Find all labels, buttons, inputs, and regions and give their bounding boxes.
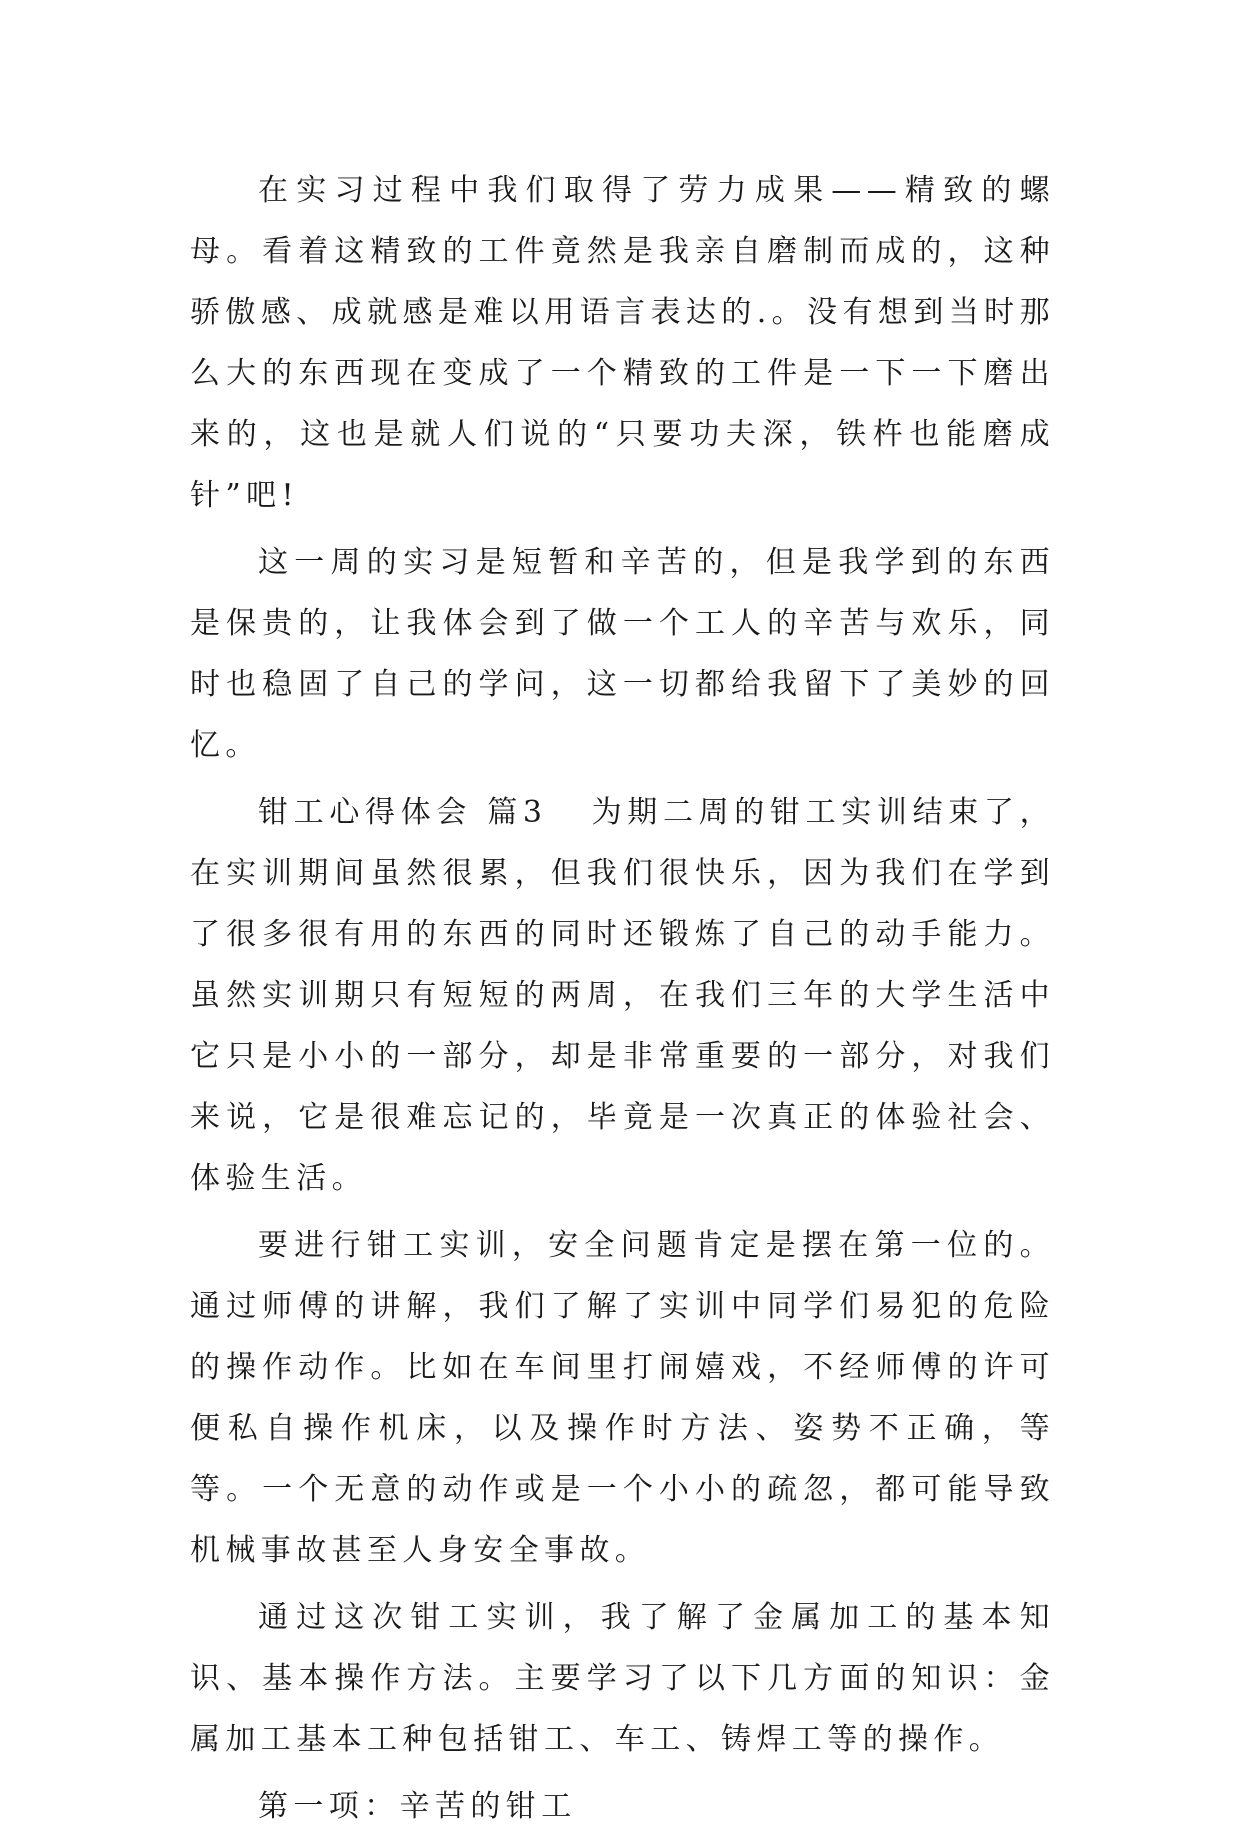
paragraph-first-item: 第一项：辛苦的钳工 [258,1789,577,1824]
paragraph-week-summary: 这一周的实习是短暂和辛苦的，但是我学到的东西是保贵的，让我体会到了做一个工人的辛苦与欢乐，同时也稳固了自己的学问，这一切都给我留下了美妙的回忆。 [190,545,1055,763]
paragraph-safety: 要进行钳工实训，安全问题肯定是摆在第一位的。通过师傅的讲解，我们了解了实训中同学们易犯的危险的操作动作。比如在车间里打闹嬉戏，不经师傅的许可便私自操作机床，以及操作时方法、姿势不正确，等等。一个无意的动作或是一个小小的疏忽，都可能导致机械事故甚至人身安全事故。 [190,1228,1055,1568]
section-heading: 钳工心得体会 篇3 [258,795,548,830]
document-body [190,160,1055,1837]
paragraph-knowledge: 通过这次钳工实训，我了解了金属加工的基本知识、基本操作方法。主要学习了以下几方面的知识：金属加工基本工种包括钳工、车工、铸焊工等的操作。 [190,1600,1055,1757]
paragraph-nut-result: 在实习过程中我们取得了劳力成果——精致的螺母。看着这精致的工件竟然是我亲自磨制而成的，这种骄傲感、成就感是难以用语言表达的.。没有想到当时那么大的东西现在变成了一个精致的工件是一下一下磨出来的，这也是就人们说的“只要功夫深，铁杵也能磨成针”吧! [190,173,1055,513]
paragraph-section-3 [190,782,1055,1209]
section-first-text: 为期二周的钳工实训结束了，在实训期间虽然很累，但我们很快乐，因为我们在学到了很多很有用的东西的同时还锻炼了自己的动手能力。虽然实训期只有短短的两周，在我们三年的大学生活中它只是小小的一部分，却是非常重要的一部分，对我们来说，它是很难忘记的，毕竟是一次真正的体验社会、体验生活。 [190,795,1055,1196]
